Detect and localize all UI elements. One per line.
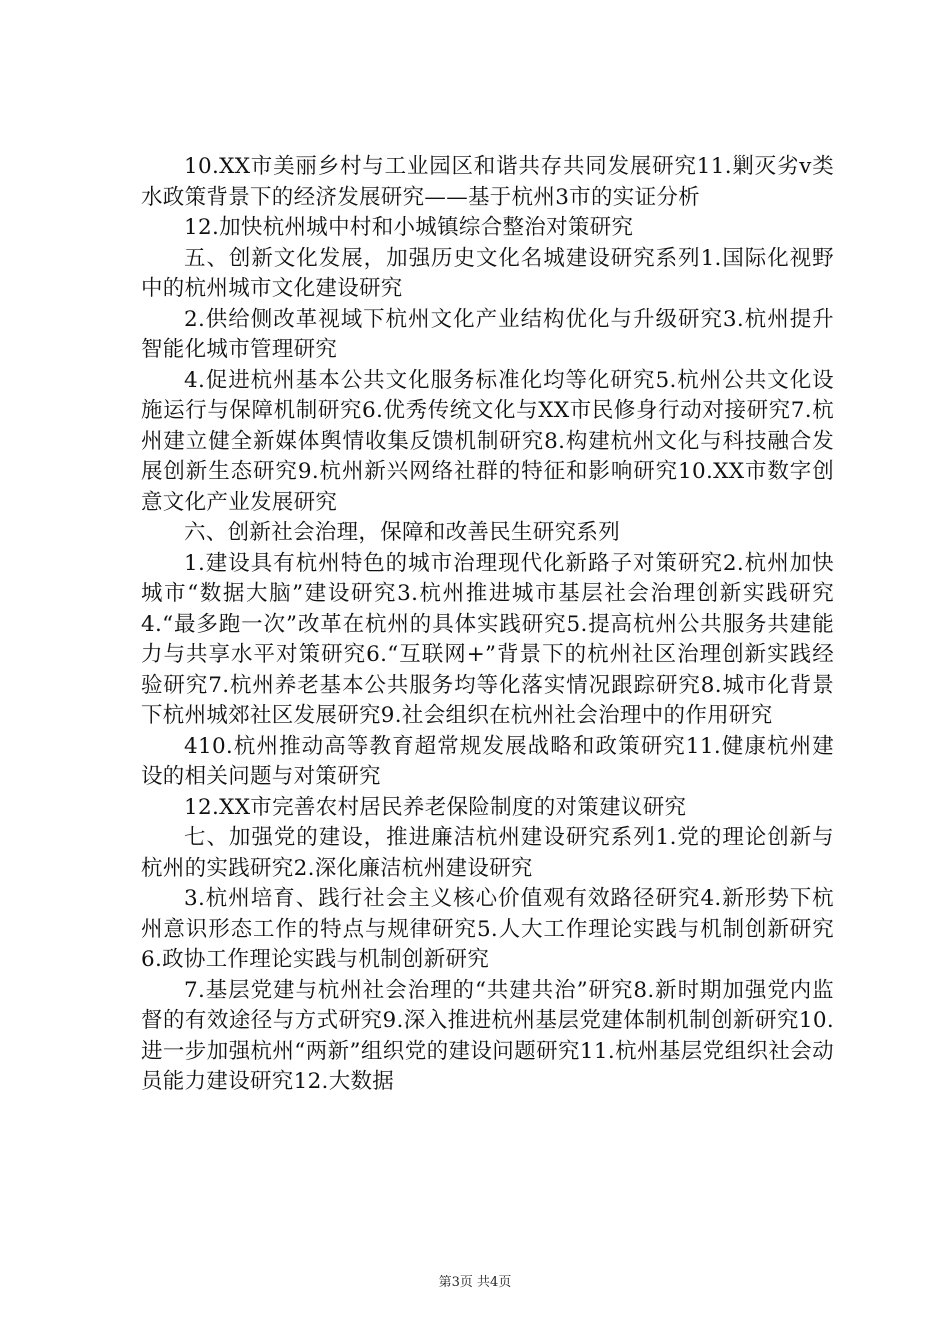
section-heading-governance: 六、创新社会治理，保障和改善民生研究系列 — [184, 520, 621, 545]
document-body — [141, 152, 834, 1098]
page-footer: 第3页 共4页 — [438, 1275, 512, 1290]
paragraph-governance-1-9: 1.建设具有杭州特色的城市治理现代化新路子对策研究2.杭州加快城市“数据大脑”建设研究3.杭州推进城市基层社会治理创新实践研究4.“最多跑一次”改革在杭州的具体实践研究5.提高杭州公共服务共建能力与共享水平对策研究6.“互联网+”背景下的杭州社区治理创新实践经验研究7.杭州养老基本公共服务均等化落实情况跟踪研究8.城市化背景下杭州城郊社区发展研究9.社会组织在杭州社会治理中的作用研究 — [141, 550, 834, 728]
paragraph-item-10-11: 10.XX市美丽乡村与工业园区和谐共存共同发展研究11.剿灭劣v类水政策背景下的经济发展研究——基于杭州3市的实证分析 — [141, 154, 834, 210]
paragraph-governance-12: 12.XX市完善农村居民养老保险制度的对策建议研究 — [184, 794, 687, 820]
paragraph-party-3-6: 3.杭州培育、践行社会主义核心价值观有效路径研究4.新形势下杭州意识形态工作的特点与规律研究5.人大工作理论实践与机制创新研究6.政协工作理论实践与机制创新研究 — [141, 886, 834, 972]
paragraph-item-12-villages: 12.加快杭州城中村和小城镇综合整治对策研究 — [184, 215, 634, 240]
paragraph-party-7-12: 7.基层党建与杭州社会治理的“共建共治”研究8.新时期加强党内监督的有效途径与方式研究9.深入推进杭州基层党建体制机制创新研究10.进一步加强杭州“两新”组织党的建设问题研究11.杭州基层党组织社会动员能力建设研究12.大数据 — [141, 977, 834, 1094]
section-heading-culture: 五、创新文化发展，加强历史文化名城建设研究系列1.国际化视野中的杭州城市文化建设研究 — [141, 245, 834, 301]
paragraph-culture-4-10: 4.促进杭州基本公共文化服务标准化均等化研究5.杭州公共文化设施运行与保障机制研究6.优秀传统文化与XX市民修身行动对接研究7.杭州建立健全新媒体舆情收集反馈机制研究8.构建杭州文化与科技融合发展创新生态研究9.杭州新兴网络社群的特征和影响研究10.XX市数字创意文化产业发展研究 — [141, 367, 834, 515]
section-heading-party: 七、加强党的建设，推进廉洁杭州建设研究系列1.党的理论创新与杭州的实践研究2.深化廉洁杭州建设研究 — [141, 825, 834, 881]
paragraph-culture-2-3: 2.供给侧改革视域下杭州文化产业结构优化与升级研究3.杭州提升智能化城市管理研究 — [141, 306, 834, 362]
paragraph-governance-10-11: 410.杭州推动高等教育超常规发展战略和政策研究11.健康杭州建设的相关问题与对策研究 — [141, 733, 834, 789]
